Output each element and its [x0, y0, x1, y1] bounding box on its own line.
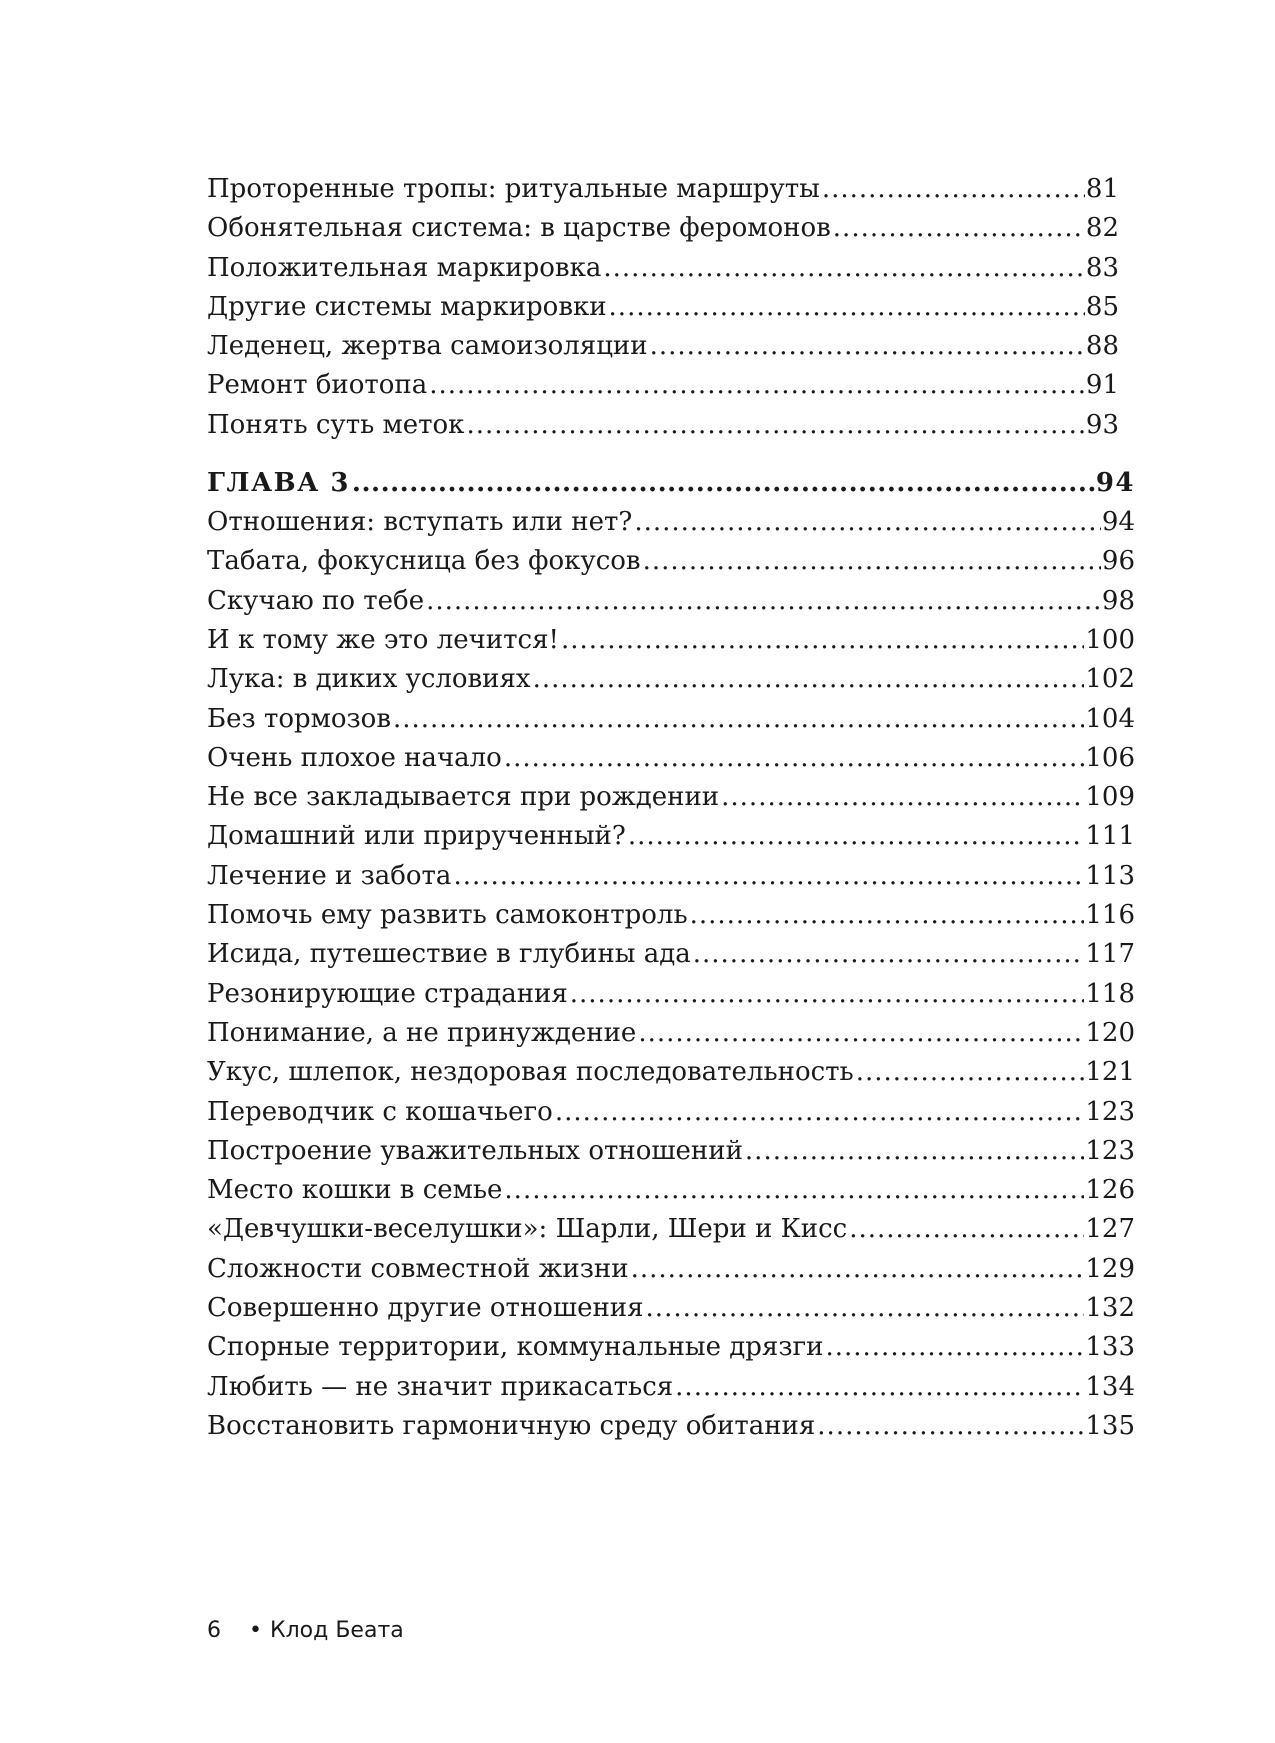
toc-entry-title: Помочь ему развить самоконтроль: [207, 900, 688, 931]
toc-entry-page-number: 116: [1085, 900, 1135, 931]
toc-entry: [207, 1368, 1135, 1407]
dot-leader: [466, 406, 1084, 445]
toc-entry-title: Переводчик с кошачьего: [207, 1096, 553, 1127]
toc-entry: [207, 1407, 1135, 1446]
toc-entry-title: Без тормозов: [207, 703, 391, 734]
toc-entry: [207, 621, 1135, 660]
dot-leader: [638, 1014, 1084, 1053]
toc-entry: [207, 582, 1135, 621]
toc-entry: [207, 1014, 1135, 1053]
toc-entry-page-number: 93: [1085, 409, 1119, 440]
toc-entry-page-number: 106: [1085, 742, 1135, 773]
toc-entry: [207, 739, 1135, 778]
dot-leader: [693, 935, 1085, 974]
dot-leader: [643, 542, 1101, 581]
dot-leader: [634, 503, 1101, 542]
toc-entry-title: Спорные территории, коммунальные дрязги: [207, 1332, 824, 1363]
toc-entry: [207, 778, 1135, 817]
toc-entry-page-number: 133: [1085, 1332, 1135, 1363]
toc-entry-page-number: 111: [1085, 821, 1135, 852]
toc-entry-page-number: 134: [1085, 1371, 1135, 1402]
toc-entry-page-number: 96: [1101, 546, 1135, 577]
dot-leader: [646, 1289, 1085, 1328]
toc-entry-title: «Девчушки-веселушки»: Шарли, Шери и Кисс: [207, 1214, 848, 1245]
toc-entry-page-number: 88: [1085, 331, 1119, 362]
chapter-page-number: 94: [1095, 468, 1135, 499]
toc-entry-page-number: 126: [1085, 1175, 1135, 1206]
toc-entry-page-number: 118: [1085, 978, 1135, 1009]
dot-leader: [609, 288, 1085, 327]
toc-entry: [207, 935, 1135, 974]
toc-entry-title: Исида, путешествие в глубины ада: [207, 939, 691, 970]
toc-entry: [207, 975, 1135, 1014]
toc-entry: [207, 327, 1135, 366]
dot-leader: [393, 700, 1084, 739]
dot-leader: [849, 1210, 1084, 1249]
toc-entry-page-number: 121: [1085, 1057, 1135, 1088]
dot-leader: [603, 249, 1085, 288]
dot-leader: [570, 975, 1085, 1014]
toc-entry-title: Место кошки в семье: [207, 1175, 503, 1206]
toc-entry: [207, 288, 1135, 327]
dot-leader: [561, 621, 1084, 660]
toc-entry-title: Восстановить гармоничную среду обитания: [207, 1410, 816, 1441]
toc-entry: [207, 817, 1135, 856]
toc-entry: [207, 503, 1135, 542]
toc-entry-title: Другие системы маркировки: [207, 291, 607, 322]
toc-entry-title: Понять суть меток: [207, 409, 465, 440]
toc-entry-title: Проторенные тропы: ритуальные маршруты: [207, 174, 820, 204]
toc-entry-title: Сложности совместной жизни: [207, 1253, 629, 1284]
dot-leader: [504, 739, 1085, 778]
toc-entry-title: Лука: в диких условиях: [207, 664, 531, 695]
dot-leader: [631, 1250, 1085, 1289]
toc-entry: [207, 857, 1135, 896]
dot-leader: [504, 1171, 1084, 1210]
toc-entry-title: Резонирующие страдания: [207, 978, 568, 1009]
toc-entry-page-number: 109: [1085, 782, 1135, 813]
toc-entry-title: Понимание, а не принуждение: [207, 1017, 637, 1048]
dot-leader: [533, 660, 1085, 699]
dot-leader: [856, 1053, 1085, 1092]
toc-entry: [207, 1328, 1135, 1367]
toc-entry-page-number: 120: [1085, 1017, 1135, 1048]
toc-entry: [207, 366, 1135, 405]
dot-leader: [822, 170, 1085, 209]
page-footer: [207, 1618, 404, 1643]
toc-entry: [207, 660, 1135, 699]
toc-entry-page-number: 82: [1085, 213, 1119, 244]
toc-entry-page-number: 83: [1085, 252, 1119, 283]
dot-leader: [426, 582, 1101, 621]
toc-entry-page-number: 85: [1085, 291, 1119, 322]
dot-leader: [825, 1328, 1084, 1367]
section-gap: [207, 445, 1135, 463]
toc-chapter-heading: [207, 463, 1135, 503]
toc-entry-page-number: 81: [1085, 174, 1119, 204]
toc-entry: [207, 1171, 1135, 1210]
toc-entry-title: Лечение и забота: [207, 860, 452, 891]
toc-entry-title: Очень плохое начало: [207, 742, 502, 773]
toc-entry-page-number: 129: [1085, 1253, 1135, 1284]
toc-entry-title: Положительная маркировка: [207, 252, 602, 283]
toc-entry-title: Скучаю по тебе: [207, 585, 425, 616]
toc-entry-title: Отношения: вступать или нет?: [207, 507, 633, 538]
toc-entry-title: Совершенно другие отношения: [207, 1293, 644, 1324]
toc-entry-title: Домашний или прирученный?: [207, 821, 626, 852]
toc-entry-page-number: 132: [1085, 1293, 1135, 1324]
toc-entry-title: Не все закладывается при рождении: [207, 782, 720, 813]
toc-entry-page-number: 135: [1085, 1410, 1135, 1441]
toc-section-a: [207, 170, 1135, 445]
dot-leader: [650, 327, 1085, 366]
toc-entry: [207, 406, 1135, 445]
table-of-contents: [207, 170, 1135, 1446]
toc-entry-page-number: 117: [1085, 939, 1135, 970]
toc-entry: [207, 1210, 1135, 1249]
toc-entry: [207, 209, 1135, 248]
toc-entry-title: Любить — не значит прикасаться: [207, 1371, 674, 1402]
toc-entry-page-number: 113: [1085, 860, 1135, 891]
toc-entry-title: Ремонт биотопа: [207, 370, 428, 401]
toc-entry: [207, 1132, 1135, 1171]
toc-entry: [207, 1053, 1135, 1092]
toc-entry: [207, 542, 1135, 581]
chapter-title: ГЛАВА 3: [207, 468, 350, 499]
toc-entry-title: Леденец, жертва самоизоляции: [207, 331, 648, 362]
toc-entry-page-number: 127: [1085, 1214, 1135, 1245]
toc-entry-page-number: 94: [1101, 507, 1135, 538]
toc-entry-title: И к тому же это лечится!: [207, 624, 559, 655]
dot-leader: [833, 209, 1085, 248]
bullet-separator: •: [249, 1618, 262, 1643]
dot-leader: [690, 896, 1085, 935]
dot-leader: [745, 1132, 1084, 1171]
dot-leader: [628, 817, 1085, 856]
dot-leader: [675, 1368, 1084, 1407]
dot-leader: [453, 857, 1084, 896]
toc-entry-title: Обонятельная система: в царстве феромонов: [207, 213, 831, 244]
toc-entry: [207, 700, 1135, 739]
dot-leader: [352, 463, 1095, 503]
toc-entry-page-number: 98: [1101, 585, 1135, 616]
toc-entry-page-number: 100: [1085, 624, 1135, 655]
toc-entry-title: Построение уважительных отношений: [207, 1135, 743, 1166]
toc-entry-page-number: 91: [1085, 370, 1119, 401]
dot-leader: [721, 778, 1084, 817]
dot-leader: [817, 1407, 1084, 1446]
toc-section-b: [207, 503, 1135, 1446]
dot-leader: [555, 1093, 1085, 1132]
toc-entry: [207, 170, 1135, 209]
toc-entry: [207, 1289, 1135, 1328]
toc-entry-page-number: 123: [1085, 1096, 1135, 1127]
toc-entry: [207, 1250, 1135, 1289]
toc-entry: [207, 896, 1135, 935]
toc-entry: [207, 1093, 1135, 1132]
toc-entry-page-number: 123: [1085, 1135, 1135, 1166]
toc-entry-title: Табата, фокусница без фокусов: [207, 546, 641, 577]
page-number: 6: [207, 1618, 221, 1643]
running-author: Клод Беата: [269, 1618, 404, 1643]
toc-entry: [207, 249, 1135, 288]
toc-entry-title: Укус, шлепок, нездоровая последовательность: [207, 1057, 854, 1088]
dot-leader: [429, 366, 1085, 405]
toc-entry-page-number: 102: [1085, 664, 1135, 695]
toc-entry-page-number: 104: [1085, 703, 1135, 734]
